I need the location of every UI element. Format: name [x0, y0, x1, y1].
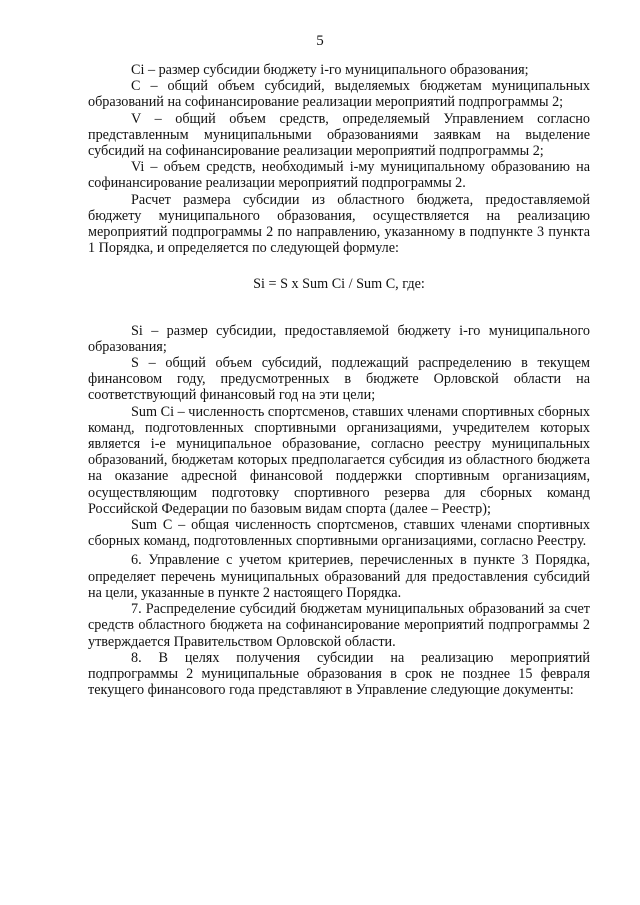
document-body: [88, 62, 590, 698]
paragraph-sum-c-definition: Sum C – общая численность спортсменов, ставших членами спортивных сборных команд, подготовленных спортивными организациями, согласно Реестру.: [88, 517, 590, 550]
paragraph-si-definition: Si – размер субсидии, предоставляемой бюджету i-го муниципального образования;: [88, 322, 590, 355]
paragraph-ci-definition: Ci – размер субсидии бюджету i-го муниципального образования;: [131, 62, 529, 78]
paragraph-item-8: 8. В целях получения субсидии на реализацию мероприятий подпрограммы 2 муниципальные образования в срок не позднее 15 февраля текущего финансового года представляют в Управление следующие документы:: [88, 649, 590, 699]
paragraph-vi-definition: Vi – объем средств, необходимый i-му муниципальному образованию на софинансирование реализации мероприятий подпрограммы 2.: [88, 159, 590, 192]
paragraph-s-definition: S – общий объем субсидий, подлежащий распределению в текущем финансовом году, предусмотренных в бюджете Орловской области на соответствующий финансовый год на эти цели;: [88, 355, 590, 404]
paragraph-item-6: 6. Управление с учетом критериев, перечисленных в пункте 3 Порядка, определяет перечень муниципальных образований для предоставления субсидий на цели, указанные в пункте 2 настоящего Порядка.: [88, 552, 590, 601]
paragraph-calculation-intro: Расчет размера субсидии из областного бюджета, предоставляемой бюджету муниципального образования, осуществляется на реализацию мероприятий подпрограммы 2 по направлению, указанному в подпункте 3 пункта 1 Порядка, и определяется по следующей формуле:: [88, 191, 590, 257]
paragraph-item-7: 7. Распределение субсидий бюджетам муниципальных образований за счет средств областного бюджета на софинансирование мероприятий подпрограммы 2 утверждается Правительством Орловской области.: [88, 601, 590, 650]
paragraph-sum-ci-definition: Sum Ci – численность спортсменов, ставших членами спортивных сборных команд, подготовленных спортивными организациями, учредителем которых является i-е муниципальное образование, согласно реестру муниципальных образований, бюджетам которых предполагается субсидия из областного бюджета на оказание адресной финансовой поддержки спортивным организациям, осуществляющим подготовку спортивного резерва для сборных команд Российской Федерации по базовым видам спорта (далее – Реестр);: [88, 403, 590, 517]
paragraph-c-definition: C – общий объем субсидий, выделяемых бюджетам муниципальных образований на софинансирование реализации мероприятий подпрограммы 2;: [88, 78, 590, 111]
formula-line: Si = S x Sum Ci / Sum C, где:: [253, 276, 425, 293]
paragraph-v-definition: V – общий объем средств, определяемый Управлением согласно представленным муниципальными образованиями заявкам на выделение субсидий на софинансирование реализации мероприятий подпрограммы 2;: [88, 110, 590, 160]
page-number: 5: [316, 33, 324, 49]
